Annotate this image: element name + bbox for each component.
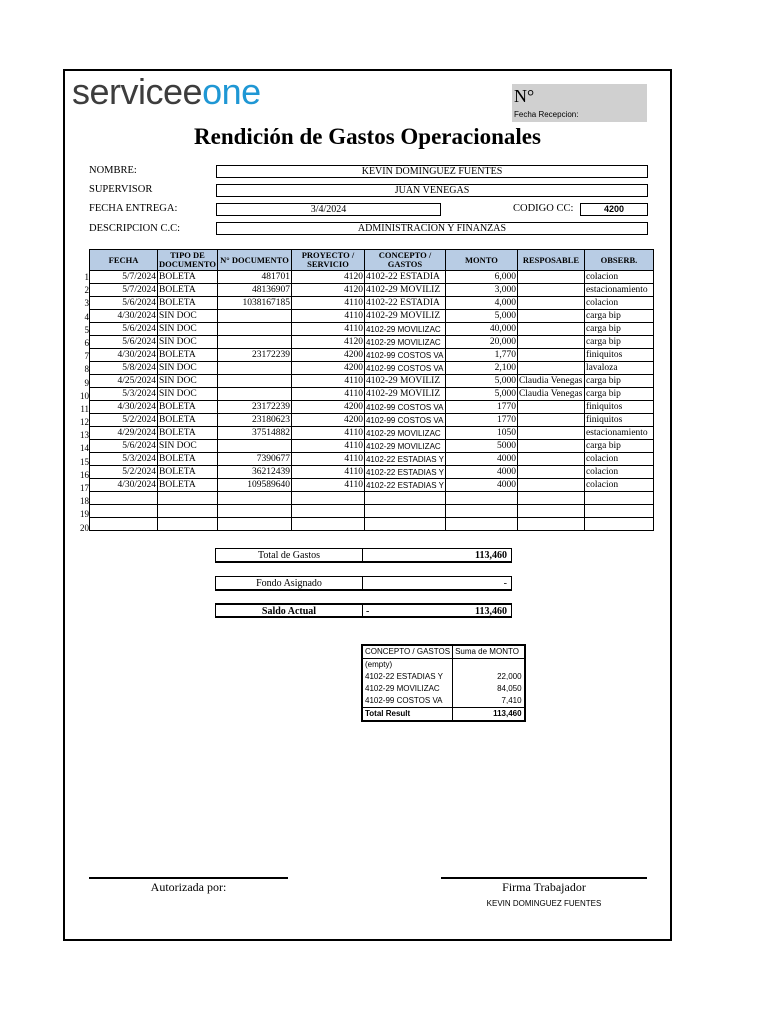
table-cell bbox=[517, 323, 584, 336]
table-cell: colacion bbox=[584, 479, 653, 492]
table-row bbox=[90, 518, 654, 531]
table-cell: 4110 bbox=[291, 440, 364, 453]
fecha-recepcion-label: Fecha Recepcion: bbox=[514, 110, 579, 119]
pivot-concept: 4102-22 ESTADIAS Y bbox=[365, 672, 443, 681]
table-cell bbox=[584, 505, 653, 518]
table-cell bbox=[364, 492, 445, 505]
fecha-entrega-label: FECHA ENTREGA: bbox=[89, 203, 178, 214]
table-cell bbox=[90, 505, 158, 518]
table-cell: BOLETA bbox=[158, 453, 218, 466]
row-number: 17 bbox=[80, 483, 89, 493]
table-cell bbox=[291, 505, 364, 518]
table-cell: 48136907 bbox=[217, 284, 291, 297]
table-cell bbox=[291, 492, 364, 505]
table-cell: SIN DOC bbox=[158, 375, 218, 388]
table-row bbox=[90, 362, 654, 375]
table-cell bbox=[445, 505, 517, 518]
table-row bbox=[90, 310, 654, 323]
table-cell bbox=[517, 414, 584, 427]
table-cell: 4/30/2024 bbox=[90, 310, 158, 323]
table-cell bbox=[517, 310, 584, 323]
table-cell: 5/3/2024 bbox=[90, 388, 158, 401]
reception-box bbox=[512, 84, 647, 122]
table-cell: BOLETA bbox=[158, 401, 218, 414]
column-header: PROYECTO / SERVICIO bbox=[291, 250, 364, 271]
table-cell: 23172239 bbox=[217, 349, 291, 362]
table-row bbox=[90, 284, 654, 297]
row-number: 1 bbox=[84, 272, 89, 282]
worker-name: KEVIN DOMINGUEZ FUENTES bbox=[486, 899, 602, 908]
table-cell: 7390677 bbox=[217, 453, 291, 466]
autorizada-label: Autorizada por: bbox=[150, 880, 227, 894]
table-cell: carga bip bbox=[584, 388, 653, 401]
table-cell bbox=[158, 492, 218, 505]
table-cell: 4200 bbox=[291, 401, 364, 414]
table-row bbox=[90, 414, 654, 427]
table-cell: 4/30/2024 bbox=[90, 349, 158, 362]
descripcion-cc-field: ADMINISTRACION Y FINANZAS bbox=[216, 222, 648, 235]
table-cell: 5,000 bbox=[445, 375, 517, 388]
firma-trabajador-label: Firma Trabajador bbox=[502, 880, 586, 894]
table-cell: 6,000 bbox=[445, 271, 517, 284]
pivot-total-label: Total Result bbox=[362, 708, 453, 722]
table-cell: 4110 bbox=[291, 427, 364, 440]
row-number: 14 bbox=[80, 443, 89, 454]
fondo-asignado-value: - bbox=[503, 578, 507, 589]
table-cell: 4120 bbox=[291, 271, 364, 284]
table-cell: 4000 bbox=[445, 466, 517, 479]
table-cell: carga bip bbox=[584, 323, 653, 336]
table-cell: carga bip bbox=[584, 440, 653, 453]
codigo-cc-field: 4200 bbox=[580, 203, 648, 216]
table-cell: finiquitos bbox=[584, 414, 653, 427]
total-gastos-label: Total de Gastos bbox=[216, 549, 363, 561]
table-cell: SIN DOC bbox=[158, 440, 218, 453]
table-cell bbox=[217, 375, 291, 388]
table-cell: carga bip bbox=[584, 310, 653, 323]
table-cell bbox=[217, 518, 291, 531]
table-cell: 4200 bbox=[291, 349, 364, 362]
table-cell: 5/6/2024 bbox=[90, 336, 158, 349]
table-cell: 1050 bbox=[445, 427, 517, 440]
table-row bbox=[90, 505, 654, 518]
table-cell: 3,000 bbox=[445, 284, 517, 297]
table-cell bbox=[517, 336, 584, 349]
pivot-header-row bbox=[362, 645, 525, 659]
table-cell: 23172239 bbox=[217, 401, 291, 414]
table-cell: colacion bbox=[584, 297, 653, 310]
fondo-asignado-row bbox=[215, 576, 512, 591]
column-header: N° DOCUMENTO bbox=[217, 250, 291, 271]
logo-word-one: one bbox=[202, 71, 261, 112]
table-cell: 5/6/2024 bbox=[90, 323, 158, 336]
table-row bbox=[90, 323, 654, 336]
autorizada-signature-line bbox=[89, 877, 288, 879]
table-cell bbox=[445, 518, 517, 531]
table-cell: colacion bbox=[584, 271, 653, 284]
table-cell bbox=[364, 518, 445, 531]
table-cell bbox=[517, 466, 584, 479]
table-row bbox=[90, 492, 654, 505]
table-cell: 2,100 bbox=[445, 362, 517, 375]
pivot-amount: 22,000 bbox=[453, 671, 525, 683]
table-cell: 4/25/2024 bbox=[90, 375, 158, 388]
saldo-actual-label: Saldo Actual bbox=[216, 605, 363, 616]
row-number: 5 bbox=[84, 324, 89, 335]
pivot-amount bbox=[453, 659, 525, 672]
table-cell: 5/6/2024 bbox=[90, 440, 158, 453]
table-cell: 4102-99 COSTOS VA bbox=[365, 402, 444, 412]
table-cell: 4102-22 ESTADIA bbox=[364, 271, 445, 284]
table-cell bbox=[158, 518, 218, 531]
descripcion-cc-label: DESCRIPCION C.C: bbox=[89, 223, 181, 234]
table-cell bbox=[217, 505, 291, 518]
table-cell: 4102-29 MOVILIZAC bbox=[364, 427, 445, 440]
row-number: 13 bbox=[80, 430, 89, 441]
table-cell: 5/2/2024 bbox=[90, 466, 158, 479]
table-cell: 1038167185 bbox=[217, 297, 291, 310]
table-cell bbox=[517, 453, 584, 466]
firma-signature-line bbox=[441, 877, 647, 879]
pivot-concept: (empty) bbox=[365, 660, 393, 669]
saldo-actual-row bbox=[215, 603, 512, 618]
table-row bbox=[90, 427, 654, 440]
table-cell: 481701 bbox=[217, 271, 291, 284]
table-row bbox=[90, 297, 654, 310]
table-cell: 4110 bbox=[291, 479, 364, 492]
table-cell: 4200 bbox=[291, 414, 364, 427]
pivot-amount: 84,050 bbox=[453, 683, 525, 695]
pivot-header-sum: Suma de MONTO bbox=[453, 645, 525, 659]
table-cell bbox=[217, 492, 291, 505]
table-cell: 4102-22 ESTADIAS Y bbox=[365, 480, 444, 490]
table-cell: 4000 bbox=[445, 453, 517, 466]
table-cell: finiquitos bbox=[584, 349, 653, 362]
table-cell bbox=[517, 440, 584, 453]
table-cell: 36212439 bbox=[217, 466, 291, 479]
table-cell: 4110 bbox=[291, 297, 364, 310]
row-number: 8 bbox=[84, 364, 89, 375]
table-cell: 4102-29 MOVILIZ bbox=[364, 375, 445, 388]
table-cell bbox=[445, 492, 517, 505]
pivot-header-concept: CONCEPTO / GASTOS bbox=[362, 645, 453, 659]
table-cell: 4110 bbox=[291, 453, 364, 466]
row-number: 4 bbox=[84, 311, 89, 322]
saldo-actual-dash: - bbox=[366, 606, 370, 617]
table-cell: Claudia Venegas bbox=[517, 375, 584, 388]
table-cell: BOLETA bbox=[158, 349, 218, 362]
column-header: MONTO bbox=[445, 250, 517, 271]
table-cell bbox=[517, 284, 584, 297]
table-header-row bbox=[90, 250, 654, 271]
table-cell: 1770 bbox=[445, 401, 517, 414]
table-cell: 4102-22 ESTADIAS Y bbox=[365, 467, 444, 477]
table-cell: 4102-29 MOVILIZAC bbox=[364, 440, 445, 453]
column-header: FECHA bbox=[90, 250, 158, 271]
saldo-actual-value: 113,460 bbox=[475, 606, 507, 617]
table-cell: 5/6/2024 bbox=[90, 297, 158, 310]
table-cell bbox=[584, 518, 653, 531]
table-cell bbox=[517, 505, 584, 518]
total-gastos-value: 113,460 bbox=[475, 550, 507, 561]
table-cell: 5,000 bbox=[445, 310, 517, 323]
table-cell: 4102-22 ESTADIA bbox=[364, 297, 445, 310]
table-cell: 4/30/2024 bbox=[90, 401, 158, 414]
table-cell: 5/2/2024 bbox=[90, 414, 158, 427]
pivot-amount: 7,410 bbox=[453, 695, 525, 708]
row-numbers bbox=[77, 271, 89, 535]
table-cell bbox=[517, 271, 584, 284]
logo-word-service: servicee bbox=[72, 71, 203, 112]
table-cell: 23180623 bbox=[217, 414, 291, 427]
table-cell: 5/8/2024 bbox=[90, 362, 158, 375]
table-row bbox=[90, 375, 654, 388]
column-header: TIPO DE DOCUMENTO bbox=[159, 250, 216, 269]
table-cell: SIN DOC bbox=[158, 336, 218, 349]
table-row bbox=[90, 401, 654, 414]
table-cell: estacionamiento bbox=[584, 284, 653, 297]
nombre-label: NOMBRE: bbox=[89, 165, 137, 176]
table-cell: 4,000 bbox=[445, 297, 517, 310]
table-cell bbox=[90, 518, 158, 531]
row-number: 3 bbox=[84, 298, 89, 309]
table-cell: BOLETA bbox=[158, 271, 218, 284]
table-cell bbox=[517, 427, 584, 440]
table-cell bbox=[217, 362, 291, 375]
table-cell bbox=[217, 388, 291, 401]
table-cell: 4/29/2024 bbox=[90, 427, 158, 440]
table-cell: 20,000 bbox=[445, 336, 517, 349]
table-cell: colacion bbox=[584, 466, 653, 479]
table-cell bbox=[217, 336, 291, 349]
table-cell: 109589640 bbox=[217, 479, 291, 492]
row-number: 18 bbox=[80, 496, 89, 507]
pivot-row bbox=[362, 659, 525, 672]
pivot-concept: 4102-99 COSTOS VA bbox=[365, 696, 443, 705]
row-number: 20 bbox=[80, 522, 89, 533]
table-cell: 4102-29 MOVILIZ bbox=[364, 310, 445, 323]
table-row bbox=[90, 388, 654, 401]
table-cell bbox=[217, 310, 291, 323]
table-row bbox=[90, 479, 654, 492]
table-cell bbox=[517, 349, 584, 362]
row-number: 10 bbox=[80, 390, 89, 401]
row-number: 9 bbox=[84, 377, 89, 388]
table-cell: lavaloza bbox=[584, 362, 653, 375]
row-number: 15 bbox=[80, 456, 89, 467]
row-number: 6 bbox=[84, 337, 89, 348]
table-cell: finiquitos bbox=[584, 401, 653, 414]
table-cell bbox=[217, 323, 291, 336]
table-cell: 37514882 bbox=[217, 427, 291, 440]
table-cell bbox=[517, 297, 584, 310]
table-cell: carga bip bbox=[584, 336, 653, 349]
table-cell: 4102-99 COSTOS VA bbox=[365, 415, 444, 425]
table-cell: 4102-29 MOVILIZAC bbox=[364, 323, 445, 336]
nombre-field: KEVIN DOMINGUEZ FUENTES bbox=[216, 165, 648, 178]
column-header: CONCEPTO / GASTOS bbox=[364, 250, 445, 271]
table-cell: 4102-22 ESTADIAS Y bbox=[365, 454, 444, 464]
table-cell: BOLETA bbox=[158, 427, 218, 440]
pivot-concept: 4102-29 MOVILIZAC bbox=[365, 684, 440, 693]
table-cell: 40,000 bbox=[445, 323, 517, 336]
table-cell bbox=[90, 492, 158, 505]
table-cell bbox=[291, 518, 364, 531]
table-cell: 4110 bbox=[291, 375, 364, 388]
table-cell: BOLETA bbox=[158, 284, 218, 297]
supervisor-label: SUPERVISOR bbox=[89, 184, 153, 195]
table-cell: 4000 bbox=[445, 479, 517, 492]
page-title: Rendición de Gastos Operacionales bbox=[194, 124, 541, 149]
pivot-total-value: 113,460 bbox=[453, 708, 525, 722]
table-cell: 5000 bbox=[445, 440, 517, 453]
row-number: 11 bbox=[80, 403, 89, 414]
table-cell: 4120 bbox=[291, 284, 364, 297]
table-row bbox=[90, 271, 654, 284]
table-cell: 4110 bbox=[291, 310, 364, 323]
column-header: RESPOSABLE bbox=[517, 250, 584, 271]
table-cell bbox=[517, 518, 584, 531]
table-cell: BOLETA bbox=[158, 414, 218, 427]
table-cell: 4/30/2024 bbox=[90, 479, 158, 492]
row-number: 16 bbox=[80, 469, 89, 480]
serviceone-logo bbox=[72, 72, 261, 112]
table-cell: 4110 bbox=[291, 466, 364, 479]
total-gastos-row bbox=[215, 548, 512, 563]
table-cell bbox=[517, 492, 584, 505]
table-cell: 5/3/2024 bbox=[90, 453, 158, 466]
pivot-total-row bbox=[362, 708, 525, 722]
table-cell: 4110 bbox=[291, 323, 364, 336]
table-cell: 1,770 bbox=[445, 349, 517, 362]
table-cell: SIN DOC bbox=[158, 362, 218, 375]
row-number: 19 bbox=[80, 509, 89, 520]
table-cell bbox=[158, 505, 218, 518]
row-number: 2 bbox=[84, 285, 89, 296]
table-row bbox=[90, 466, 654, 479]
table-cell: carga bip bbox=[584, 375, 653, 388]
expenses-table bbox=[89, 249, 654, 531]
table-row bbox=[90, 453, 654, 466]
pivot-table bbox=[361, 644, 526, 722]
table-cell: 4102-29 MOVILIZ bbox=[364, 284, 445, 297]
pivot-row bbox=[362, 671, 525, 683]
table-cell: 4120 bbox=[291, 336, 364, 349]
table-cell: 4110 bbox=[291, 388, 364, 401]
column-header: OBSERB. bbox=[584, 250, 653, 271]
table-cell: SIN DOC bbox=[158, 323, 218, 336]
table-row bbox=[90, 440, 654, 453]
table-cell bbox=[217, 440, 291, 453]
table-cell: 4200 bbox=[291, 362, 364, 375]
row-number: 12 bbox=[80, 417, 89, 428]
table-cell: BOLETA bbox=[158, 297, 218, 310]
supervisor-field: JUAN VENEGAS bbox=[216, 184, 648, 197]
table-cell: Claudia Venegas bbox=[517, 388, 584, 401]
table-row bbox=[90, 349, 654, 362]
table-cell: colacion bbox=[584, 453, 653, 466]
number-label: N° bbox=[514, 86, 535, 106]
table-cell: 4102-29 MOVILIZAC bbox=[364, 336, 445, 349]
table-cell: 5/7/2024 bbox=[90, 284, 158, 297]
codigo-cc-label: CODIGO CC: bbox=[513, 203, 574, 214]
table-cell: 1770 bbox=[445, 414, 517, 427]
table-cell: SIN DOC bbox=[158, 310, 218, 323]
table-row bbox=[90, 336, 654, 349]
fecha-entrega-field: 3/4/2024 bbox=[216, 203, 441, 216]
table-cell: 4102-99 COSTOS VA bbox=[365, 363, 444, 373]
table-cell bbox=[364, 505, 445, 518]
table-cell: SIN DOC bbox=[158, 388, 218, 401]
table-cell: 4102-29 MOVILIZ bbox=[364, 388, 445, 401]
table-cell: 4102-99 COSTOS VA bbox=[365, 350, 444, 360]
pivot-row bbox=[362, 683, 525, 695]
table-cell: BOLETA bbox=[158, 466, 218, 479]
table-cell: BOLETA bbox=[158, 479, 218, 492]
table-cell: 5/7/2024 bbox=[90, 271, 158, 284]
table-cell bbox=[517, 362, 584, 375]
pivot-row bbox=[362, 695, 525, 708]
table-cell: estacionamiento bbox=[584, 427, 653, 440]
table-cell bbox=[517, 479, 584, 492]
fondo-asignado-label: Fondo Asignado bbox=[216, 577, 363, 589]
table-cell bbox=[517, 401, 584, 414]
table-cell bbox=[584, 492, 653, 505]
row-number: 7 bbox=[84, 351, 89, 362]
table-cell: 5,000 bbox=[445, 388, 517, 401]
